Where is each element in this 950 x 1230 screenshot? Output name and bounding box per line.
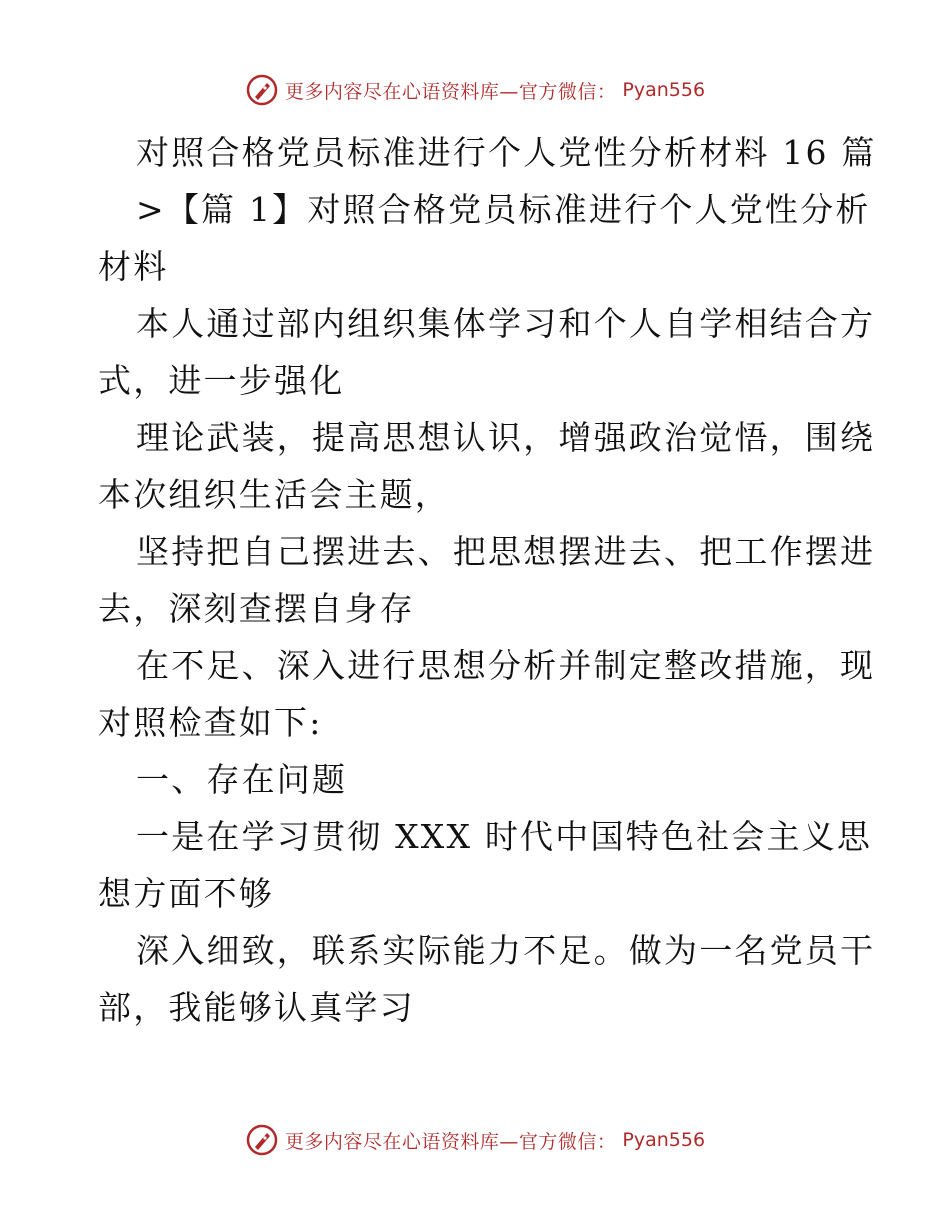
- pen-nib-logo-icon: [245, 73, 279, 107]
- document-title: 对照合格党员标准进行个人党性分析材料 16 篇: [136, 133, 877, 172]
- text-line: 一是在学习贯彻 XXX 时代中国特色社会主义思: [136, 817, 873, 856]
- text-line: 材料: [98, 247, 169, 286]
- document-body: [98, 124, 877, 1036]
- text-line: 深入细致，联系实际能力不足。做为一名党员干: [136, 931, 876, 970]
- text-line: 坚持把自己摆进去、把思想摆进去、把工作摆进: [136, 532, 876, 571]
- footer-wechat-id: Pyan556: [622, 1129, 706, 1151]
- text-line: 对照检查如下:: [98, 703, 323, 742]
- text-line: 在不足、深入进行思想分析并制定整改措施，现: [136, 646, 876, 685]
- text-line: 式，进一步强化: [98, 361, 345, 400]
- text-line: 去，深刻查摆自身存: [98, 589, 415, 628]
- text-line: 本人通过部内组织集体学习和个人自学相结合方: [136, 304, 876, 343]
- text-line: 想方面不够: [98, 874, 274, 913]
- pen-nib-logo-icon: [245, 1123, 279, 1157]
- header-wechat-id: Pyan556: [622, 79, 706, 101]
- section-heading: >【篇 1】对照合格党员标准进行个人党性分析: [136, 190, 871, 229]
- footer-banner: [0, 1120, 950, 1160]
- text-line: 部，我能够认真学习: [98, 988, 415, 1027]
- text-line: 本次组织生活会主题，: [98, 475, 450, 514]
- header-banner: [0, 70, 950, 110]
- footer-banner-text: 更多内容尽在心语资料库—官方微信：: [284, 1130, 617, 1153]
- text-line: 理论武装，提高思想认识，增强政治觉悟，围绕: [136, 418, 876, 457]
- subheading: 一、存在问题: [136, 760, 348, 799]
- header-banner-text: 更多内容尽在心语资料库—官方微信：: [284, 80, 617, 103]
